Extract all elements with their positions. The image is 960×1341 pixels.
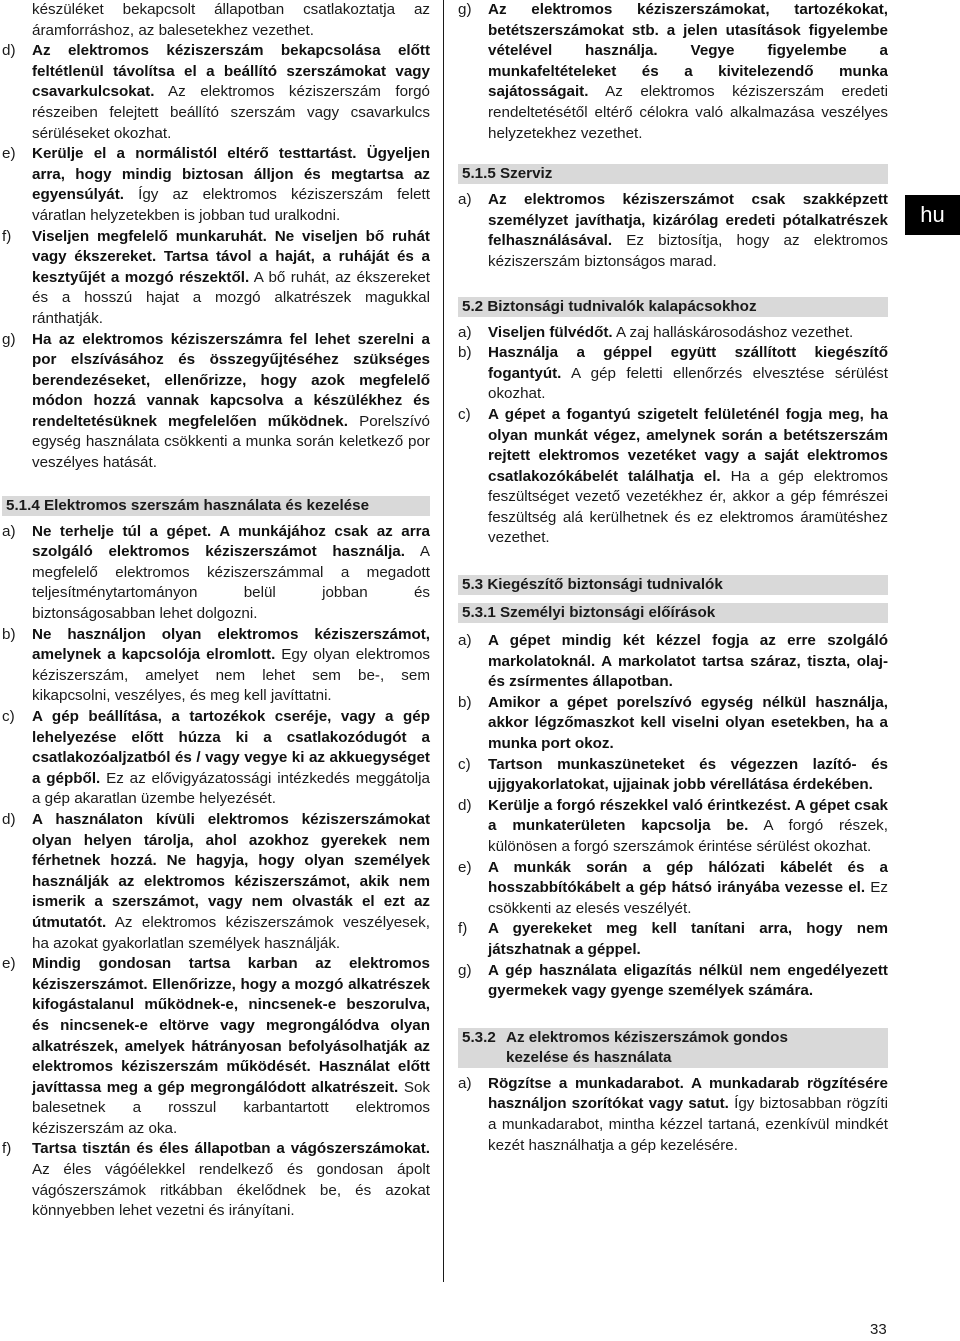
list-item: f) Tartsa tisztán és éles állapotban a vágószerszámokat. Az éles vágóélekkel rendelkező és gondosan ápolt vágószerszámok ritkábban ékelődnek be, és azokat könnyebben lehet vezetni és irányítani. [2,1140,430,1220]
list-item: c) A gépet a fogantyú szigetelt felületénél fogja meg, ha olyan munkát végez, amelynek során a betétszerszám rejtett elektromos vezetéket vagy a saját elektromos csatlakozókábelét találhatja el. Ha a gép elektromos feszültséget vezető vezetékhez ér, akkor a gép fémrészei feszültség alá kerülhetnek és ez elektromos áramütéshez vezethet. [458,405,888,547]
section-heading: 5.1.4 Elektromos szerszám használata és kezelése [2,496,430,516]
list-item: b) Amikor a gépet porelszívó egység nélkül használja, akkor légzőmaszkot kell viselni olyan esetekben, ha a munka port okoz. [458,693,888,753]
list-item: g) Az elektromos kéziszerszámokat, tartozékokat, betétszerszámokat stb. a jelen utasítások figyelembe vételével használja. Vegye figyelembe a munkafeltételeket és a kivitelezendő munka sajátosságait. Az elektromos kéziszerszám eredeti rendeltetésétől eltérő célokra való alkalmazása veszélyes helyzetekhez vezethet. [458,1,888,142]
list-item: a) Viseljen fülvédőt. A zaj halláskárosodáshoz vezethet. [458,323,854,341]
left-column [2,0,430,1222]
list-item: c) A gép beállítása, a tartozékok cseréje, vagy a gép lehelyezése előtt húzza ki a csatlakozódugót a csatlakozóaljzatból és / vagy vegye ki az akkuegységet a gépből. Ez az elővigyázatossági intézkedés meggátolja a gép akaratlan üzembe helyezését. [2,708,430,808]
list-item: d) Az elektromos kéziszerszám bekapcsolása előtt feltétlenül távolítsa el a beállító szerszámokat vagy csavarkulcsokat. Az elektromos kéziszerszám forgó részeiben felejtett beállító szerszám vagy csavarkulcs sérüléseket okozhat. [2,42,430,142]
list-item: e) Mindig gondosan tartsa karban az elektromos kéziszerszámot. Ellenőrizze, hogy a mozgó alkatrészek kifogástalanul működnek-e, nincsenek-e beszorulva, és nincsenek-e eltörve vagy megrongálódva olyan alkatrészek, amelyek hátrányosan befolyásolhatják az elektromos kéziszerszám működését. Használat előtt javíttassa meg a gép megrongálódott alkatrészeit. Sok balesetnek a rosszul karbantartott elektromos kéziszerszám az oka. [2,955,430,1137]
subsection-heading: 5.3.2 Az elektromos kéziszerszámok gondos kezelése és használata [458,1028,888,1068]
list-item: d) A használaton kívüli elektromos kéziszerszámokat olyan helyen tárolja, ahol azokhoz gyerekek nem férhetnek hozzá. Ne hagyja, hogy olyan személyek használják az elektromos kéziszerszámot, akik nem ismerik a szerszámot, vagy nem olvasták el ezt az útmutatót. Az elektromos kéziszerszámok veszélyesek, ha azokat gyakorlatlan személyek használják. [2,810,430,952]
list-item: d) Kerülje a forgó részekkel való érintkezést. A gépet csak a munkaterületen kapcsolja be. A forgó részek, különösen a forgó szerszámok érintése sérülést okozhat. [458,796,888,855]
list-item: e) Kerülje el a normálistól eltérő testtartást. Ügyeljen arra, hogy mindig biztosan álljon és megtartsa az egyensúlyát. Így az elektromos kéziszerszám felett váratlan helyzetekben is jobban tud uralkodni. [2,145,430,224]
section-heading: 5.3 Kiegészítő biztonsági tudnivalók [458,575,888,595]
list-item: f) A gyerekeket meg kell tanítani arra, hogy nem játszhatnak a géppel. [458,920,888,958]
list-item: a) Ne terhelje túl a gépet. A munkájához csak az arra szolgáló elektromos kéziszerszámot használja. A megfelelő elektromos kéziszerszámmal a megadott teljesítménytartományon belül jobban és biztonságosabban lehet dolgozni. [2,522,430,623]
subsection-heading: 5.3.1 Személyi biztonsági előírások [458,603,888,623]
section-heading: 5.2 Biztonsági tudnivalók kalapácsokhoz [458,297,888,317]
list-item: g) Ha az elektromos kéziszerszámra fel lehet szerelni a por elszívásához és összegyűjtéséhez szükséges berendezéseket, ellenőrizze, hogy azok megfelelő módon hozzá vannak kapcsolva a készülékhez és rendeltetésüknek megfelelően működnek. Porelszívó egység használata csökkenti a munka során keletkező por veszélyes hatását. [2,330,430,472]
list-item: a) Az elektromos kéziszerszámot csak szakképzett személyzet javíthatja, kizárólag eredeti pótalkatrészek felhasználásával. Ez biztosítja, hogy az elektromos kéziszerszám biztonságos marad. [458,191,888,270]
list-item: a) A gépet mindig két kézzel fogja az erre szolgáló markolatoknál. A markolatot tartsa száraz, tiszta, olaj- és zsírmentes állapotban. [458,632,888,691]
right-column [458,0,888,1156]
list-item: b) Ne használjon olyan elektromos kéziszerszámot, amelynek a kapcsolója elromlott. Egy olyan elektromos kéziszerszám, amelyet nem lehet sem be-, sem kikapcsolni, veszélyes, és meg kell javíttatni. [2,625,430,705]
section-heading: 5.1.5 Szerviz [458,164,888,184]
list-item: f) Viseljen megfelelő munkaruhát. Ne viseljen bő ruhát vagy ékszereket. Tartsa távol a haját, a ruháját és a kesztyűjét a mozgó részektől. A bő ruhát, az ékszereket és a hosszú hajat a mozgó alkatrészek magukkal ránthatják. [2,227,430,327]
intro-paragraph: készüléket bekapcsolt állapotban csatlakoztatja az áramforráshoz, az balesetekhez vezethet. [32,1,430,39]
page-number: 33 [870,1321,887,1338]
list-item: b) Használja a géppel együtt szállított kiegészítő fogantyút. A gép feletti ellenőrzés elvesztése sérülést okozhat. [458,344,888,403]
column-divider [443,0,444,1282]
list-item: c) Tartson munkaszüneteket és végezzen lazító- és ujjgyakorlatokat, ujjainak jobb vérellátása érdekében. [458,755,888,794]
language-badge: hu [905,195,960,235]
list-item: g) A gép használata eligazítás nélkül nem engedélyezett gyermekek vagy gyenge személyek számára. [458,961,888,1000]
list-item: e) A munkák során a gép hálózati kábelét és a hosszabbítókábelt a gép hátsó irányába vezesse el. Ez csökkenti az elesés veszélyét. [458,858,889,917]
list-item: a) Rögzítse a munkadarabot. A munkadarab rögzítésére használjon szorítókat vagy satut. Így biztosabban rögzíti a munkadarabot, mintha kézzel tartaná, ezenkívül mindkét kezét használhatja a gép kezelésére. [458,1074,888,1154]
